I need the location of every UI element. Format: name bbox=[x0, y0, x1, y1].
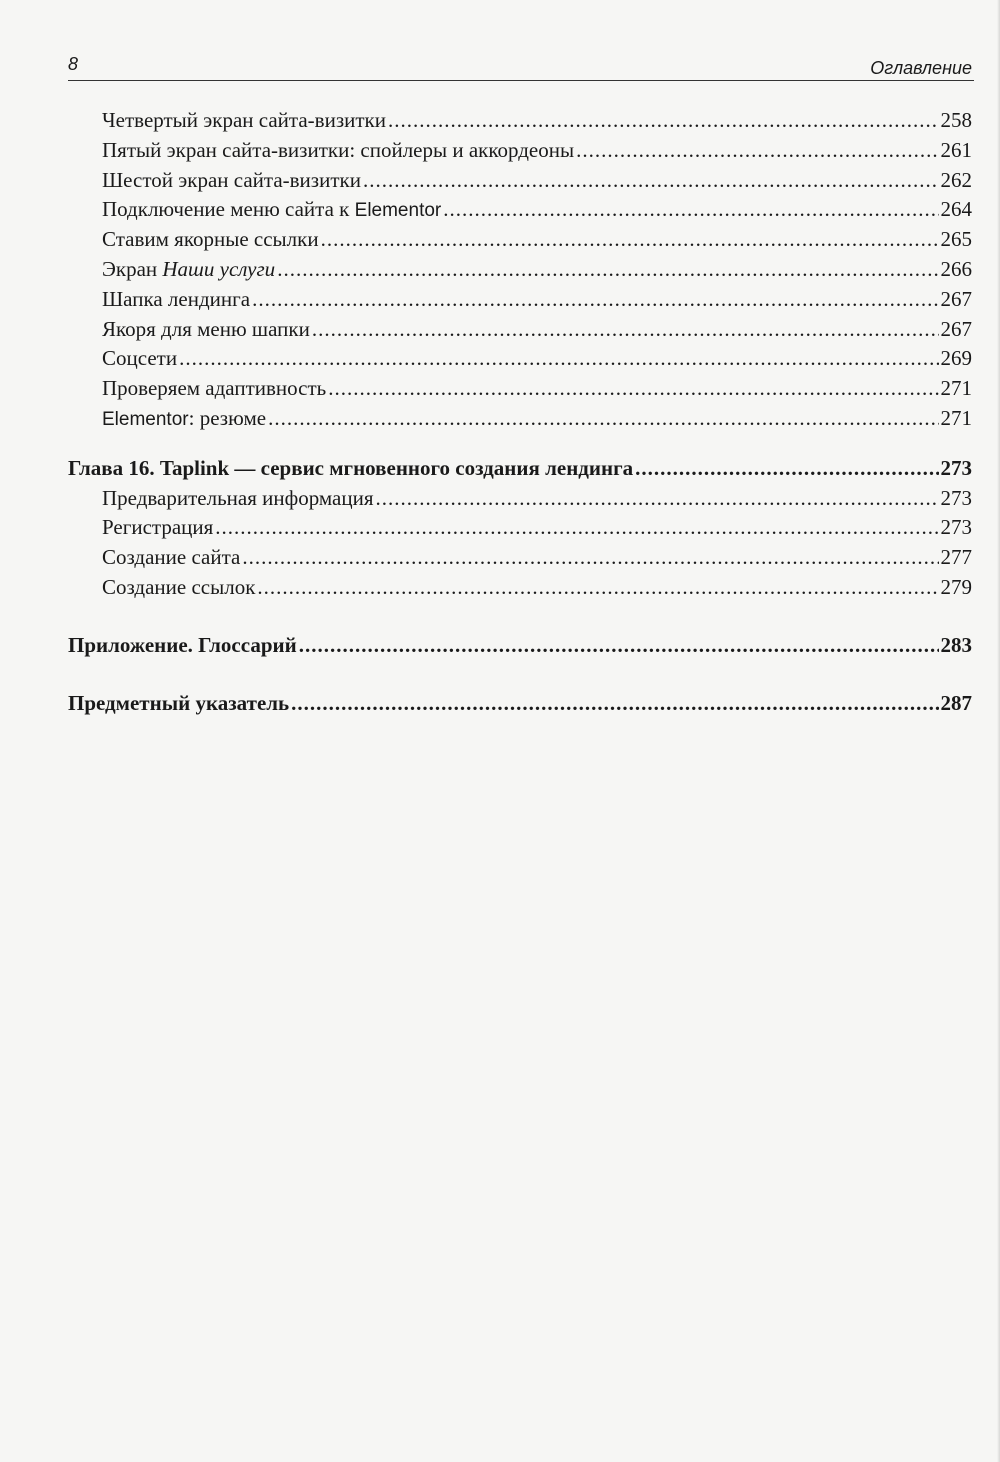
toc-entry-page: 269 bbox=[940, 346, 972, 371]
toc-entry[interactable] bbox=[68, 346, 972, 376]
toc-index-title: Предметный указатель bbox=[68, 690, 290, 715]
toc-entry-page: 279 bbox=[940, 574, 972, 599]
toc-entry[interactable] bbox=[68, 406, 972, 436]
toc-entry-title: Шестой экран сайта-визитки bbox=[102, 167, 361, 192]
toc-entry[interactable] bbox=[68, 168, 972, 198]
dot-leader bbox=[179, 346, 938, 371]
toc-entry[interactable] bbox=[68, 257, 972, 287]
toc-appendix-title: Приложение. Глоссарий bbox=[68, 632, 297, 657]
toc-appendix-page: 283 bbox=[940, 632, 972, 657]
toc-entry-page: 271 bbox=[940, 405, 972, 430]
toc-entry-title: Пятый экран сайта-визитки: спойлеры и аккордеоны bbox=[102, 137, 575, 162]
toc-entry[interactable] bbox=[68, 515, 972, 545]
toc-entry-title: Проверяем адаптивность bbox=[102, 376, 327, 401]
dot-leader bbox=[242, 545, 938, 570]
toc-entry-title bbox=[102, 257, 275, 282]
toc-chapter-title: Глава 16. Taplink — сервис мгновенного создания лендинга bbox=[68, 455, 634, 480]
toc-chapter-page: 273 bbox=[940, 455, 972, 480]
toc-entry-page: 264 bbox=[940, 197, 972, 222]
toc-entry-page: 258 bbox=[940, 108, 972, 132]
toc-entry-page: 266 bbox=[940, 256, 972, 281]
toc-entry[interactable] bbox=[68, 376, 972, 406]
toc-entry[interactable] bbox=[68, 545, 972, 575]
toc-entry-title-prefix: Elementor bbox=[102, 408, 189, 430]
toc-chapter-16[interactable] bbox=[68, 456, 972, 486]
dot-leader bbox=[252, 287, 938, 312]
toc-entry-title: Создание сайта bbox=[102, 545, 241, 570]
dot-leader bbox=[576, 138, 938, 163]
toc-entry-title: Регистрация bbox=[102, 515, 214, 540]
toc-entry-page: 267 bbox=[940, 316, 972, 341]
toc-entry-page: 271 bbox=[940, 376, 972, 401]
toc-entry-page: 262 bbox=[940, 167, 972, 192]
dot-leader bbox=[388, 108, 939, 133]
dot-leader bbox=[268, 406, 938, 431]
toc-index[interactable] bbox=[68, 691, 972, 721]
toc-entry-title bbox=[102, 197, 441, 222]
running-header bbox=[68, 52, 974, 81]
toc-entry-title: Предварительная информация bbox=[102, 485, 374, 510]
toc-entry-title: Соцсети bbox=[102, 346, 178, 371]
toc-entry-title-suffix: Elementor bbox=[354, 200, 442, 222]
toc-appendix[interactable] bbox=[68, 633, 972, 663]
section-title: Оглавление bbox=[870, 58, 972, 78]
toc-entry-page: 273 bbox=[940, 515, 972, 540]
table-of-contents bbox=[68, 108, 972, 720]
dot-leader bbox=[321, 227, 939, 252]
dot-leader bbox=[363, 168, 939, 193]
toc-entry-page: 261 bbox=[940, 137, 972, 162]
toc-entry-page: 267 bbox=[940, 286, 972, 311]
toc-entry-title-suffix: : резюме bbox=[188, 405, 267, 430]
toc-entry-title-prefix: Подключение меню сайта к bbox=[102, 197, 355, 222]
page-number: 8 bbox=[68, 54, 79, 74]
toc-entry-title: Шапка лендинга bbox=[102, 286, 251, 311]
toc-entry[interactable] bbox=[68, 138, 972, 168]
toc-entry-title: Создание ссылок bbox=[102, 574, 256, 599]
toc-entry[interactable] bbox=[68, 287, 972, 317]
toc-entry[interactable] bbox=[68, 486, 972, 516]
dot-leader bbox=[291, 691, 938, 716]
toc-entry[interactable] bbox=[68, 317, 972, 347]
dot-leader bbox=[635, 456, 938, 481]
toc-entry-title bbox=[102, 406, 266, 431]
dot-leader bbox=[257, 575, 938, 600]
toc-entry-title-suffix: Наши услуги bbox=[162, 256, 276, 281]
toc-entry-page: 265 bbox=[940, 227, 972, 252]
dot-leader bbox=[312, 317, 939, 342]
toc-index-page: 287 bbox=[940, 690, 972, 715]
dot-leader bbox=[299, 633, 939, 658]
toc-entry-title: Якоря для меню шапки bbox=[102, 316, 310, 341]
dot-leader bbox=[215, 515, 938, 540]
toc-entry-title: Ставим якорные ссылки bbox=[102, 227, 319, 252]
dot-leader bbox=[277, 257, 938, 282]
dot-leader bbox=[328, 376, 938, 401]
dot-leader bbox=[375, 486, 938, 511]
dot-leader bbox=[443, 197, 938, 222]
toc-entry[interactable] bbox=[68, 197, 972, 227]
toc-entry[interactable] bbox=[68, 227, 972, 257]
toc-entry-page: 273 bbox=[940, 485, 972, 510]
toc-entry[interactable] bbox=[68, 575, 972, 605]
toc-entry-title-prefix: Экран bbox=[102, 256, 163, 281]
toc-entry[interactable] bbox=[68, 108, 972, 138]
toc-entry-title: Четвертый экран сайта-визитки bbox=[102, 108, 386, 132]
toc-entry-page: 277 bbox=[940, 545, 972, 570]
